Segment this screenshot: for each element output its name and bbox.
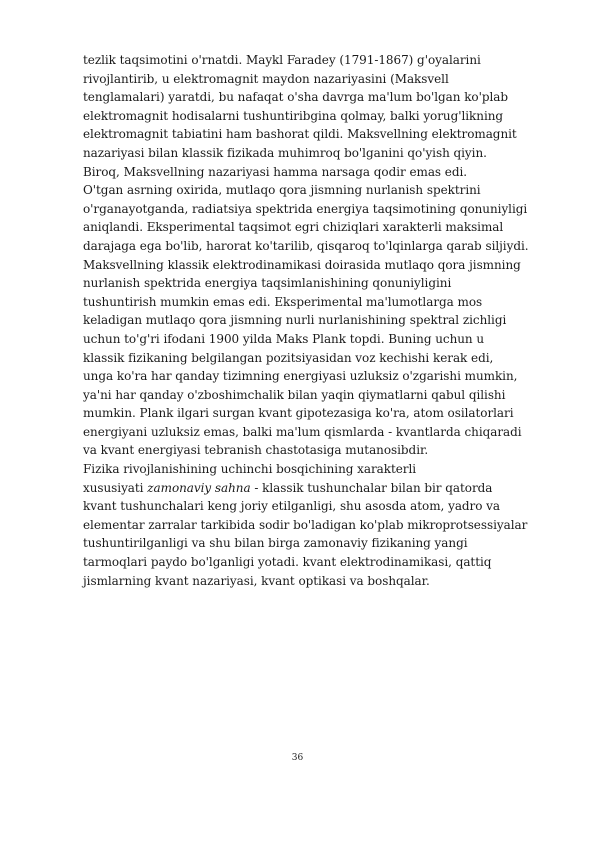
text-line: unga ko'ra har qanday tizimning energiyasi uzluksiz o'zgarishi mumkin, bbox=[83, 369, 518, 384]
text-line: tushuntirilganligi va shu bilan birga zamonaviy fizikaning yangi bbox=[83, 536, 468, 551]
text-line: klassik fizikaning belgilangan pozitsiyasidan voz kechishi kerak edi, bbox=[83, 350, 494, 365]
text-line: O'tgan asrning oxirida, mutlaqo qora jismning nurlanish spektrini bbox=[83, 183, 481, 198]
body-text bbox=[83, 51, 595, 590]
text-line: Fizika rivojlanishining uchinchi bosqichining xarakterli bbox=[83, 462, 417, 477]
text-line-with-emphasis bbox=[83, 479, 591, 498]
text-line: tarmoqlari paydo bo'lganligi yotadi. kvant elektrodinamikasi, qattiq bbox=[83, 555, 492, 570]
italic-term: zamonaviy sahna bbox=[147, 480, 251, 495]
text-line: aniqlandi. Eksperimental taqsimot egri chiziqlari xarakterli maksimal bbox=[83, 220, 504, 235]
text-line: energiyani uzluksiz emas, balki ma'lum qismlarda - kvantlarda chiqaradi bbox=[83, 424, 522, 439]
line-suffix: - klassik tushunchalar bilan bir qatorda bbox=[250, 480, 493, 495]
text-line: tushuntirish mumkin emas edi. Eksperimental ma'lumotlarga mos bbox=[83, 294, 483, 309]
text-line: kvant tushunchalari keng joriy etilganligi, shu asosda atom, yadro va bbox=[83, 499, 501, 514]
text-line: rivojlantirib, u elektromagnit maydon nazariyasini (Maksvell bbox=[83, 71, 449, 86]
text-line: o'rganayotganda, radiatsiya spektrida energiya taqsimotining qonuniyligi bbox=[83, 201, 528, 216]
text-line: mumkin. Plank ilgari surgan kvant gipotezasiga ko'ra, atom osilatorlari bbox=[83, 406, 514, 421]
text-line: tezlik taqsimotini o'rnatdi. Maykl Faradey (1791-1867) g'oyalarini bbox=[83, 53, 481, 67]
text-line: ya'ni har qanday o'zboshimchalik bilan yaqin qiymatlarni qabul qilishi bbox=[83, 387, 506, 402]
text-line: elementar zarralar tarkibida sodir bo'ladigan ko'plab mikroprotsessiyalar bbox=[83, 517, 528, 532]
text-line: darajaga ega bo'lib, harorat ko'tarilib, qisqaroq to'lqinlarga qarab siljiydi. bbox=[83, 238, 529, 253]
text-line: elektromagnit tabiatini ham bashorat qildi. Maksvellning elektromagnit bbox=[83, 127, 517, 142]
text-line: tenglamalari) yaratdi, bu nafaqat o'sha davrga ma'lum bo'lgan ko'plab bbox=[83, 90, 508, 105]
line-prefix: xususiyati bbox=[83, 480, 148, 495]
text-line: jismlarning kvant nazariyasi, kvant optikasi va boshqalar. bbox=[83, 573, 430, 588]
text-line: Biroq, Maksvellning nazariyasi hamma narsaga qodir emas edi. bbox=[83, 164, 468, 179]
text-line: keladigan mutlaqo qora jismning nurli nurlanishining spektral zichligi bbox=[83, 313, 507, 328]
text-line: nazariyasi bilan klassik fizikada muhimroq bo'lganini qo'yish qiyin. bbox=[83, 145, 487, 160]
text-line: Maksvellning klassik elektrodinamikasi doirasida mutlaqo qora jismning bbox=[83, 257, 521, 272]
page-number: 36 bbox=[291, 753, 304, 763]
text-line: elektromagnit hodisalarni tushuntiribgina qolmay, balki yorug'likning bbox=[83, 108, 504, 123]
text-line: va kvant energiyasi tebranish chastotasiga mutanosibdir. bbox=[83, 443, 429, 458]
text-line: uchun to'g'ri ifodani 1900 yilda Maks Plank topdi. Buning uchun u bbox=[83, 331, 485, 346]
text-line: nurlanish spektrida energiya taqsimlanishining qonuniyligini bbox=[83, 276, 452, 291]
